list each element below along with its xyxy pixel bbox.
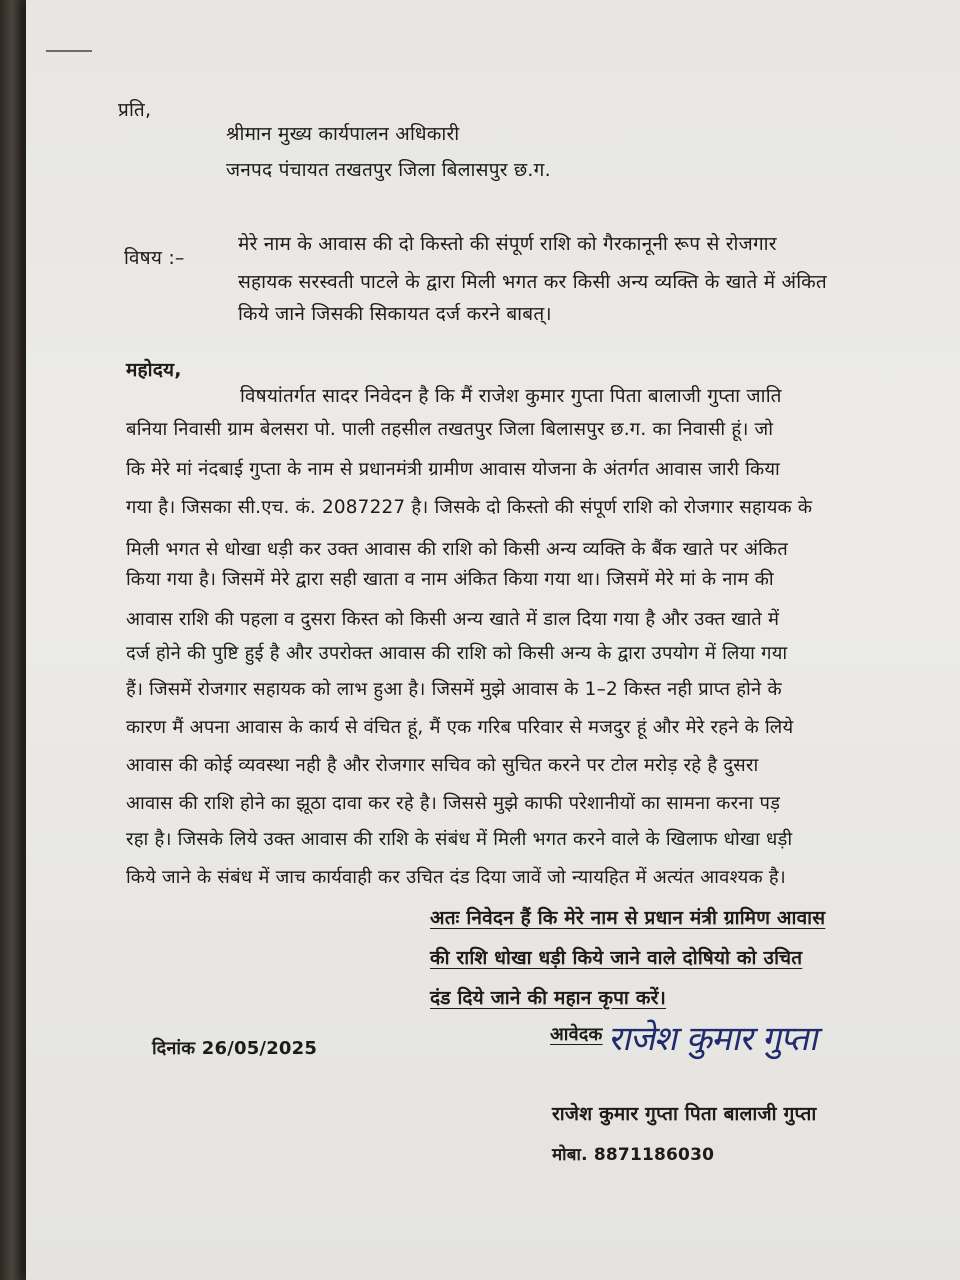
letter-page <box>26 0 960 1280</box>
body-line: आवास राशि की पहला व दुसरा किस्त को किसी अन्य खाते में डाल दिया गया है और उक्त खाते में <box>126 609 780 630</box>
mobile-number: मोबा. 8871186030 <box>552 1145 715 1165</box>
recipient-line-1: श्रीमान मुख्य कार्यपालन अधिकारी <box>226 123 460 145</box>
greeting: महोदय, <box>126 359 182 381</box>
body-line: कि मेरे मां नंदबाई गुप्ता के नाम से प्रधानमंत्री ग्रामीण आवास योजना के अंतर्गत आवास जारी किया <box>126 459 780 480</box>
body-line: विषयांतर्गत सादर निवेदन है कि मैं राजेश कुमार गुप्ता पिता बालाजी गुप्ता जाति <box>240 385 782 407</box>
applicant-label: आवेदक <box>550 1024 603 1045</box>
request-line: दंड दिये जाने की महान कृपा करें। <box>430 987 667 1009</box>
subject-line: मेरे नाम के आवास की दो किस्तो की संपूर्ण राशि को गैरकानूनी रूप से रोजगार <box>238 233 777 255</box>
body-line: मिली भगत से धोखा धड़ी कर उक्त आवास की राशि को किसी अन्य व्यक्ति के बैंक खाते पर अंकित <box>126 539 788 560</box>
body-line: किया गया है। जिसमें मेरे द्वारा सही खाता व नाम अंकित किया गया था। जिसमें मेरे मां के नाम की <box>126 569 774 590</box>
body-line: कारण मैं अपना आवास के कार्य से वंचित हूं, मैं एक गरिब परिवार से मजदुर हूं और मेरे रहने के लिये <box>126 717 794 738</box>
body-line: बनिया निवासी ग्राम बेलसरा पो. पाली तहसील तखतपुर जिला बिलासपुर छ.ग. का निवासी हूं। जो <box>126 419 774 440</box>
applicant-name: राजेश कुमार गुप्ता पिता बालाजी गुप्ता <box>552 1103 817 1125</box>
request-line: अतः निवेदन हैं कि मेरे नाम से प्रधान मंत्री ग्रामिण आवास <box>430 907 826 929</box>
recipient-line-2: जनपद पंचायत तखतपुर जिला बिलासपुर छ.ग. <box>226 159 551 181</box>
pen-dash-mark <box>46 50 92 52</box>
body-line: गया है। जिसका सी.एच. कं. 2087227 है। जिसके दो किस्तो की संपूर्ण राशि को रोजगार सहायक के <box>126 497 813 518</box>
body-line: आवास की कोई व्यवस्था नही है और रोजगार सचिव को सुचित करने पर टोल मरोड़ रहे है दुसरा <box>126 755 759 776</box>
body-line: किये जाने के संबंध में जाच कार्यवाही कर उचित दंड दिया जावें जो न्यायहित में अत्यंत आवश्यक है। <box>126 867 786 888</box>
request-line: की राशि धोखा धड़ी किये जाने वाले दोषियो को उचित <box>430 947 803 969</box>
body-line: रहा है। जिसके लिये उक्त आवास की राशि के संबंध में मिली भगत करने वाले के खिलाफ धोखा धड़ी <box>126 829 793 850</box>
date: दिनांक 26/05/2025 <box>152 1038 318 1059</box>
body-line: दर्ज होने की पुष्टि हुई है और उपरोक्त आवास की राशि को किसी अन्य के द्वारा उपयोग में लिया गया <box>126 643 788 664</box>
body-line: आवास की राशि होने का झूठा दावा कर रहे है। जिससे मुझे काफी परेशानीयों का सामना करना पड़ <box>126 793 781 814</box>
subject-line: किये जाने जिसकी सिकायत दर्ज करने बाबत्। <box>238 303 552 325</box>
salutation-to: प्रति, <box>118 99 152 121</box>
subject-label: विषय :– <box>124 247 185 269</box>
body-line: हैं। जिसमें रोजगार सहायक को लाभ हुआ है। जिसमें मुझे आवास के 1–2 किस्त नही प्राप्त होने के <box>126 679 782 700</box>
subject-line: सहायक सरस्वती पाटले के द्वारा मिली भगत कर किसी अन्य व्यक्ति के खाते में अंकित <box>238 271 827 293</box>
handwritten-signature: राजेश कुमार गुप्ता <box>606 1019 824 1059</box>
